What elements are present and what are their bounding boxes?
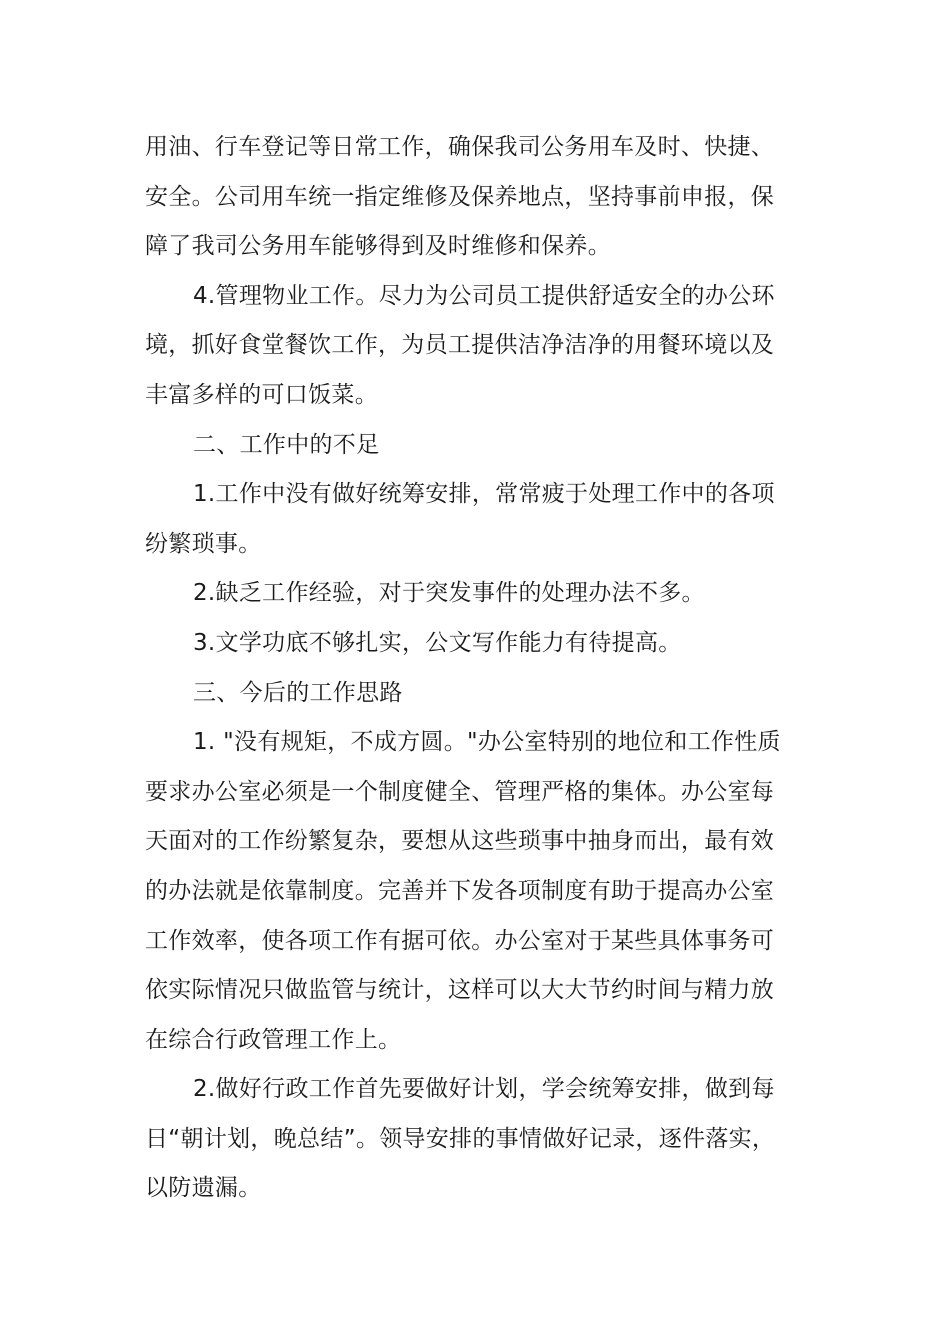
section-heading: 二、工作中的不足 [193,431,380,458]
text-line: 丰富多样的可口饭菜。 [145,381,378,408]
text-line: 日“朝计划，晚总结”。领导安排的事情做好记录，逐件落实， [145,1125,776,1152]
text-line: 要求办公室必须是一个制度健全、管理严格的集体。办公室每 [145,778,775,805]
text-line: 障了我司公务用车能够得到及时维修和保养。 [145,233,611,260]
document-page [145,123,825,1214]
text-line: 依实际情况只做监管与统计，这样可以大大节约时间与精力放 [145,977,775,1004]
text-line: 3.文学功底不够扎实，公文写作能力有待提高。 [193,629,682,656]
text-line: 安全。公司用车统一指定维修及保养地点，坚持事前申报，保 [145,183,775,210]
text-line: 2.做好行政工作首先要做好计划，学会统筹安排，做到每 [193,1076,775,1103]
text-line: 在综合行政管理工作上。 [145,1026,402,1053]
text-line: 用油、行车登记等日常工作，确保我司公务用车及时、快捷、 [145,134,775,160]
text-line: 1.工作中没有做好统筹安排，常常疲于处理工作中的各项 [193,481,775,508]
section-heading: 三、今后的工作思路 [193,679,403,706]
text-line: 以防遗漏。 [145,1175,262,1202]
text-line: 工作效率，使各项工作有据可依。办公室对于某些具体事务可 [145,927,775,954]
text-line: 2.缺乏工作经验，对于突发事件的处理办法不多。 [193,580,705,607]
text-line: 4.管理物业工作。尽力为公司员工提供舒适安全的办公环 [193,282,775,309]
text-line: 1. "没有规矩，不成方圆。"办公室特别的地位和工作性质 [193,729,781,756]
text-line: 境，抓好食堂餐饮工作，为员工提供洁净洁净的用餐环境以及 [145,332,775,359]
text-line: 天面对的工作纷繁复杂，要想从这些琐事中抽身而出，最有效 [145,828,775,855]
text-line: 的办法就是依靠制度。完善并下发各项制度有助于提高办公室 [145,877,775,904]
text-line: 纷繁琐事。 [145,530,262,557]
